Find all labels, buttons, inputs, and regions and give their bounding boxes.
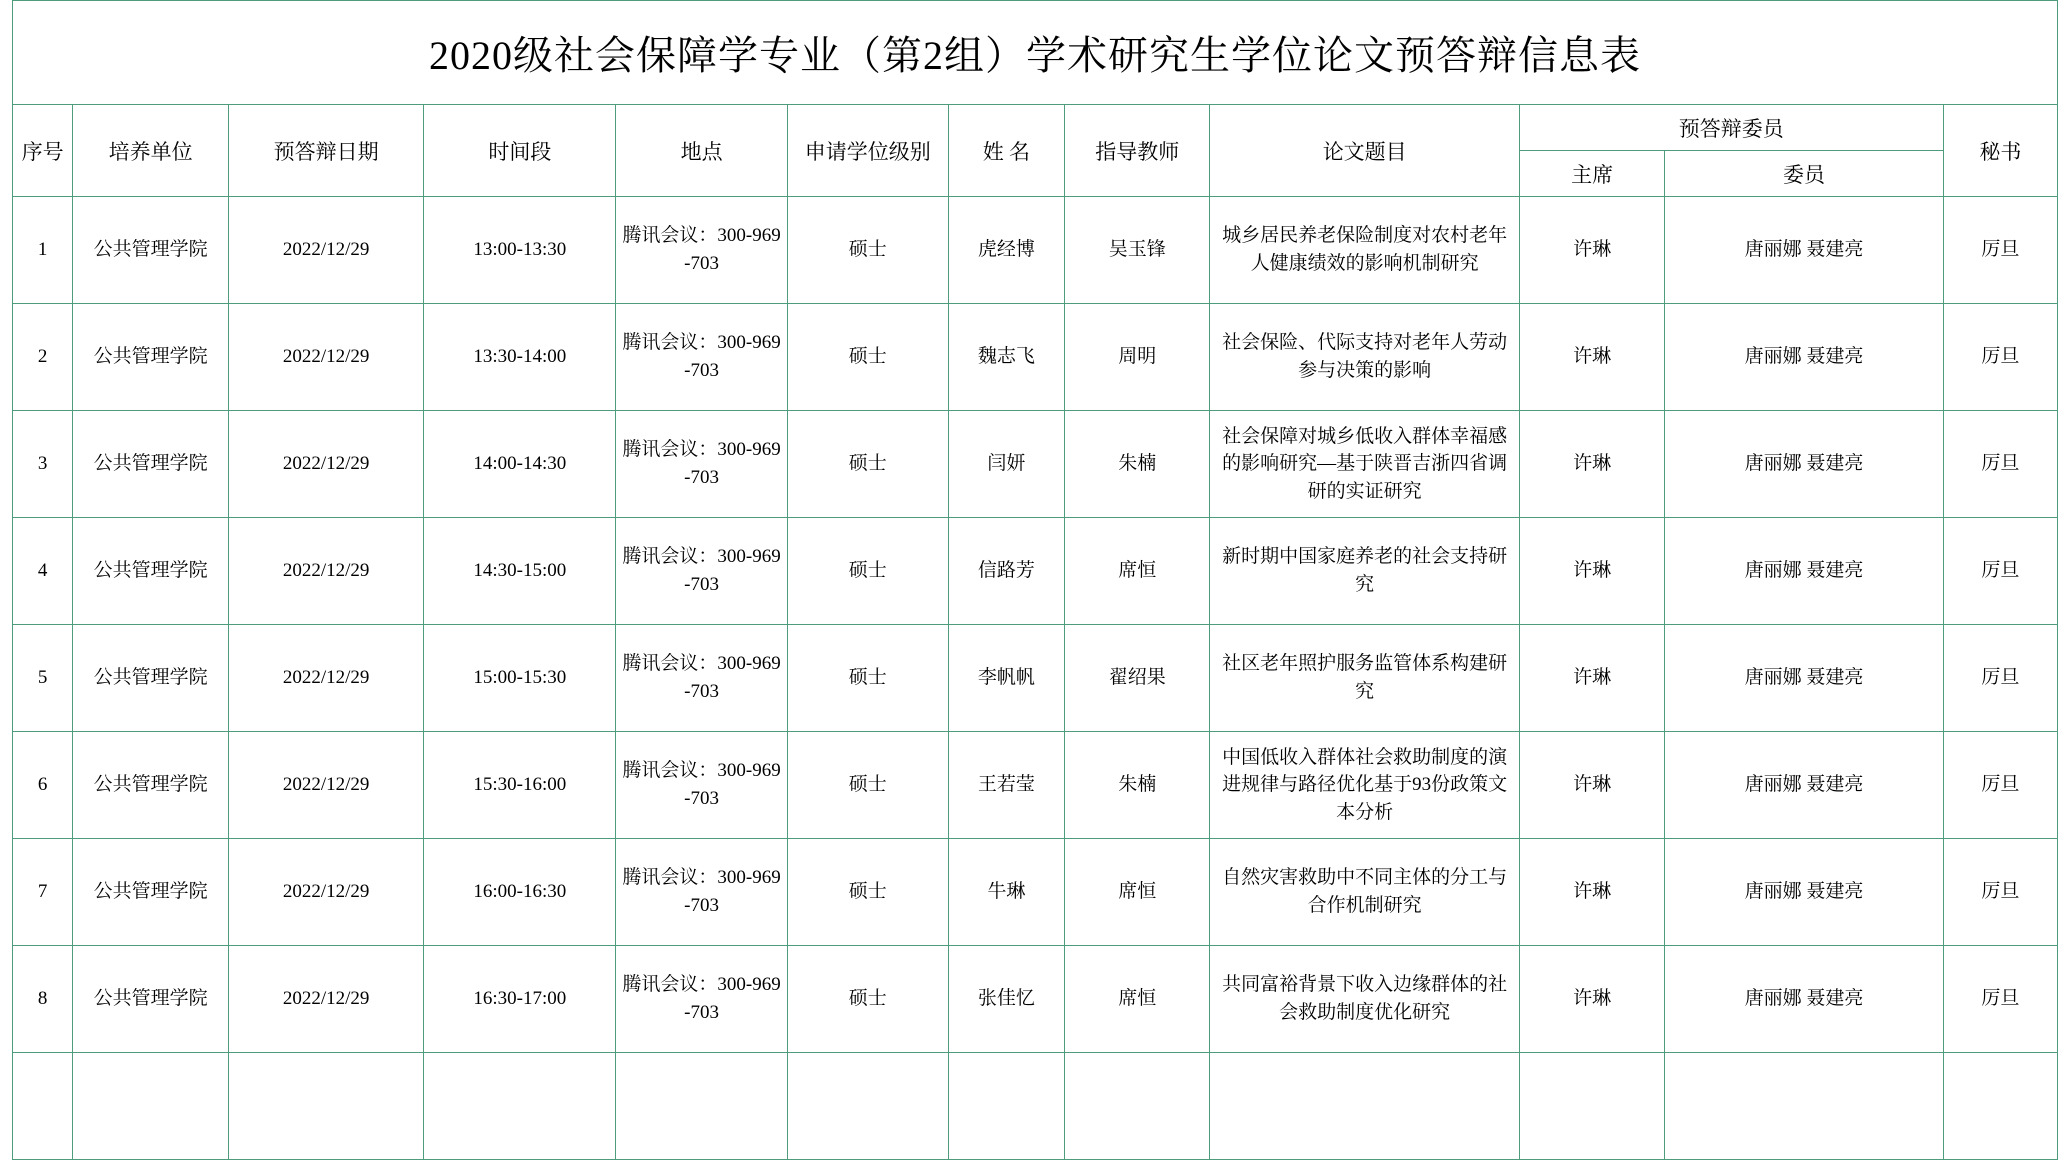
cell-secretary: 厉旦 xyxy=(1943,839,2057,946)
cell-unit: 公共管理学院 xyxy=(73,946,229,1053)
cell-seq: 4 xyxy=(13,518,73,625)
cell-secretary: 厉旦 xyxy=(1943,518,2057,625)
column-header-seq: 序号 xyxy=(13,105,73,197)
cell-advisor: 翟绍果 xyxy=(1065,625,1210,732)
cell-members: 唐丽娜 聂建亮 xyxy=(1665,197,1943,304)
cell-time: 16:00-16:30 xyxy=(424,839,616,946)
cell-unit: 公共管理学院 xyxy=(73,732,229,839)
cell-date: 2022/12/29 xyxy=(229,946,424,1053)
cell-seq xyxy=(13,1053,73,1160)
cell-topic: 新时期中国家庭养老的社会支持研究 xyxy=(1210,518,1520,625)
cell-topic: 社区老年照护服务监管体系构建研究 xyxy=(1210,625,1520,732)
cell-time: 13:30-14:00 xyxy=(424,304,616,411)
column-header-members: 委员 xyxy=(1665,151,1943,197)
cell-chair: 许琳 xyxy=(1519,839,1664,946)
cell-place xyxy=(616,1053,787,1160)
cell-chair: 许琳 xyxy=(1519,946,1664,1053)
table-row xyxy=(13,625,2058,732)
cell-time: 14:00-14:30 xyxy=(424,411,616,518)
cell-name: 李帆帆 xyxy=(948,625,1064,732)
cell-members: 唐丽娜 聂建亮 xyxy=(1665,732,1943,839)
cell-unit: 公共管理学院 xyxy=(73,518,229,625)
cell-name: 牛琳 xyxy=(948,839,1064,946)
cell-secretary: 厉旦 xyxy=(1943,946,2057,1053)
column-header-advisor: 指导教师 xyxy=(1065,105,1210,197)
cell-chair: 许琳 xyxy=(1519,625,1664,732)
cell-topic xyxy=(1210,1053,1520,1160)
table-row xyxy=(13,197,2058,304)
cell-secretary: 厉旦 xyxy=(1943,411,2057,518)
cell-topic: 中国低收入群体社会救助制度的演进规律与路径优化基于93份政策文本分析 xyxy=(1210,732,1520,839)
cell-place: 腾讯会议：300-969-703 xyxy=(616,197,787,304)
cell-secretary: 厉旦 xyxy=(1943,197,2057,304)
cell-date xyxy=(229,1053,424,1160)
cell-topic: 自然灾害救助中不同主体的分工与合作机制研究 xyxy=(1210,839,1520,946)
cell-members: 唐丽娜 聂建亮 xyxy=(1665,625,1943,732)
cell-seq: 3 xyxy=(13,411,73,518)
column-header-chair: 主席 xyxy=(1519,151,1664,197)
cell-advisor: 席恒 xyxy=(1065,518,1210,625)
cell-advisor: 席恒 xyxy=(1065,839,1210,946)
cell-secretary: 厉旦 xyxy=(1943,732,2057,839)
cell-advisor: 吴玉锋 xyxy=(1065,197,1210,304)
column-header-degree: 申请学位级别 xyxy=(787,105,948,197)
cell-seq: 2 xyxy=(13,304,73,411)
table-row xyxy=(13,304,2058,411)
column-header-unit: 培养单位 xyxy=(73,105,229,197)
cell-advisor: 席恒 xyxy=(1065,946,1210,1053)
table-row xyxy=(13,946,2058,1053)
cell-seq: 1 xyxy=(13,197,73,304)
cell-members xyxy=(1665,1053,1943,1160)
cell-name xyxy=(948,1053,1064,1160)
cell-degree xyxy=(787,1053,948,1160)
cell-time: 15:00-15:30 xyxy=(424,625,616,732)
cell-place: 腾讯会议：300-969-703 xyxy=(616,732,787,839)
cell-chair: 许琳 xyxy=(1519,518,1664,625)
cell-advisor: 朱楠 xyxy=(1065,732,1210,839)
cell-time: 16:30-17:00 xyxy=(424,946,616,1053)
cell-chair: 许琳 xyxy=(1519,304,1664,411)
cell-chair: 许琳 xyxy=(1519,732,1664,839)
cell-topic: 城乡居民养老保险制度对农村老年人健康绩效的影响机制研究 xyxy=(1210,197,1520,304)
table-row xyxy=(13,732,2058,839)
cell-seq: 7 xyxy=(13,839,73,946)
cell-date: 2022/12/29 xyxy=(229,304,424,411)
cell-secretary: 厉旦 xyxy=(1943,625,2057,732)
cell-degree: 硕士 xyxy=(787,304,948,411)
column-header-date: 预答辩日期 xyxy=(229,105,424,197)
column-header-topic: 论文题目 xyxy=(1210,105,1520,197)
column-header-time: 时间段 xyxy=(424,105,616,197)
cell-advisor xyxy=(1065,1053,1210,1160)
cell-chair: 许琳 xyxy=(1519,411,1664,518)
cell-members: 唐丽娜 聂建亮 xyxy=(1665,946,1943,1053)
cell-topic: 共同富裕背景下收入边缘群体的社会救助制度优化研究 xyxy=(1210,946,1520,1053)
header-row-top xyxy=(13,105,2058,151)
cell-members: 唐丽娜 聂建亮 xyxy=(1665,518,1943,625)
cell-time: 14:30-15:00 xyxy=(424,518,616,625)
table-row xyxy=(13,518,2058,625)
cell-time: 13:00-13:30 xyxy=(424,197,616,304)
cell-date: 2022/12/29 xyxy=(229,197,424,304)
cell-unit: 公共管理学院 xyxy=(73,197,229,304)
cell-advisor: 周明 xyxy=(1065,304,1210,411)
cell-place: 腾讯会议：300-969-703 xyxy=(616,625,787,732)
cell-topic: 社会保险、代际支持对老年人劳动参与决策的影响 xyxy=(1210,304,1520,411)
defense-schedule-table xyxy=(12,0,2058,1160)
cell-name: 信路芳 xyxy=(948,518,1064,625)
cell-seq: 5 xyxy=(13,625,73,732)
cell-degree: 硕士 xyxy=(787,946,948,1053)
cell-time xyxy=(424,1053,616,1160)
cell-members: 唐丽娜 聂建亮 xyxy=(1665,839,1943,946)
cell-date: 2022/12/29 xyxy=(229,625,424,732)
table-row xyxy=(13,839,2058,946)
cell-secretary: 厉旦 xyxy=(1943,304,2057,411)
cell-name: 张佳忆 xyxy=(948,946,1064,1053)
cell-unit xyxy=(73,1053,229,1160)
cell-place: 腾讯会议：300-969-703 xyxy=(616,946,787,1053)
cell-members: 唐丽娜 聂建亮 xyxy=(1665,304,1943,411)
cell-place: 腾讯会议：300-969-703 xyxy=(616,839,787,946)
cell-place: 腾讯会议：300-969-703 xyxy=(616,518,787,625)
column-header-place: 地点 xyxy=(616,105,787,197)
cell-degree: 硕士 xyxy=(787,411,948,518)
cell-unit: 公共管理学院 xyxy=(73,625,229,732)
cell-name: 王若莹 xyxy=(948,732,1064,839)
cell-unit: 公共管理学院 xyxy=(73,304,229,411)
cell-name: 虎经博 xyxy=(948,197,1064,304)
cell-date: 2022/12/29 xyxy=(229,839,424,946)
cell-unit: 公共管理学院 xyxy=(73,411,229,518)
cell-degree: 硕士 xyxy=(787,732,948,839)
table-row xyxy=(13,411,2058,518)
cell-members: 唐丽娜 聂建亮 xyxy=(1665,411,1943,518)
cell-place: 腾讯会议：300-969-703 xyxy=(616,411,787,518)
cell-date: 2022/12/29 xyxy=(229,411,424,518)
column-header-committee-group: 预答辩委员 xyxy=(1519,105,1943,151)
cell-place: 腾讯会议：300-969-703 xyxy=(616,304,787,411)
cell-degree: 硕士 xyxy=(787,839,948,946)
cell-unit: 公共管理学院 xyxy=(73,839,229,946)
column-header-name: 姓 名 xyxy=(948,105,1064,197)
page-title: 2020级社会保障学专业（第2组）学术研究生学位论文预答辩信息表 xyxy=(13,1,2058,105)
cell-date: 2022/12/29 xyxy=(229,518,424,625)
cell-degree: 硕士 xyxy=(787,197,948,304)
table-row-partial xyxy=(13,1053,2058,1160)
cell-name: 闫妍 xyxy=(948,411,1064,518)
cell-name: 魏志飞 xyxy=(948,304,1064,411)
cell-chair xyxy=(1519,1053,1664,1160)
column-header-secretary: 秘书 xyxy=(1943,105,2057,197)
cell-time: 15:30-16:00 xyxy=(424,732,616,839)
cell-degree: 硕士 xyxy=(787,518,948,625)
cell-date: 2022/12/29 xyxy=(229,732,424,839)
cell-degree: 硕士 xyxy=(787,625,948,732)
cell-seq: 8 xyxy=(13,946,73,1053)
cell-chair: 许琳 xyxy=(1519,197,1664,304)
title-row xyxy=(13,1,2058,105)
cell-seq: 6 xyxy=(13,732,73,839)
cell-topic: 社会保障对城乡低收入群体幸福感的影响研究—基于陕晋吉浙四省调研的实证研究 xyxy=(1210,411,1520,518)
cell-advisor: 朱楠 xyxy=(1065,411,1210,518)
cell-secretary xyxy=(1943,1053,2057,1160)
